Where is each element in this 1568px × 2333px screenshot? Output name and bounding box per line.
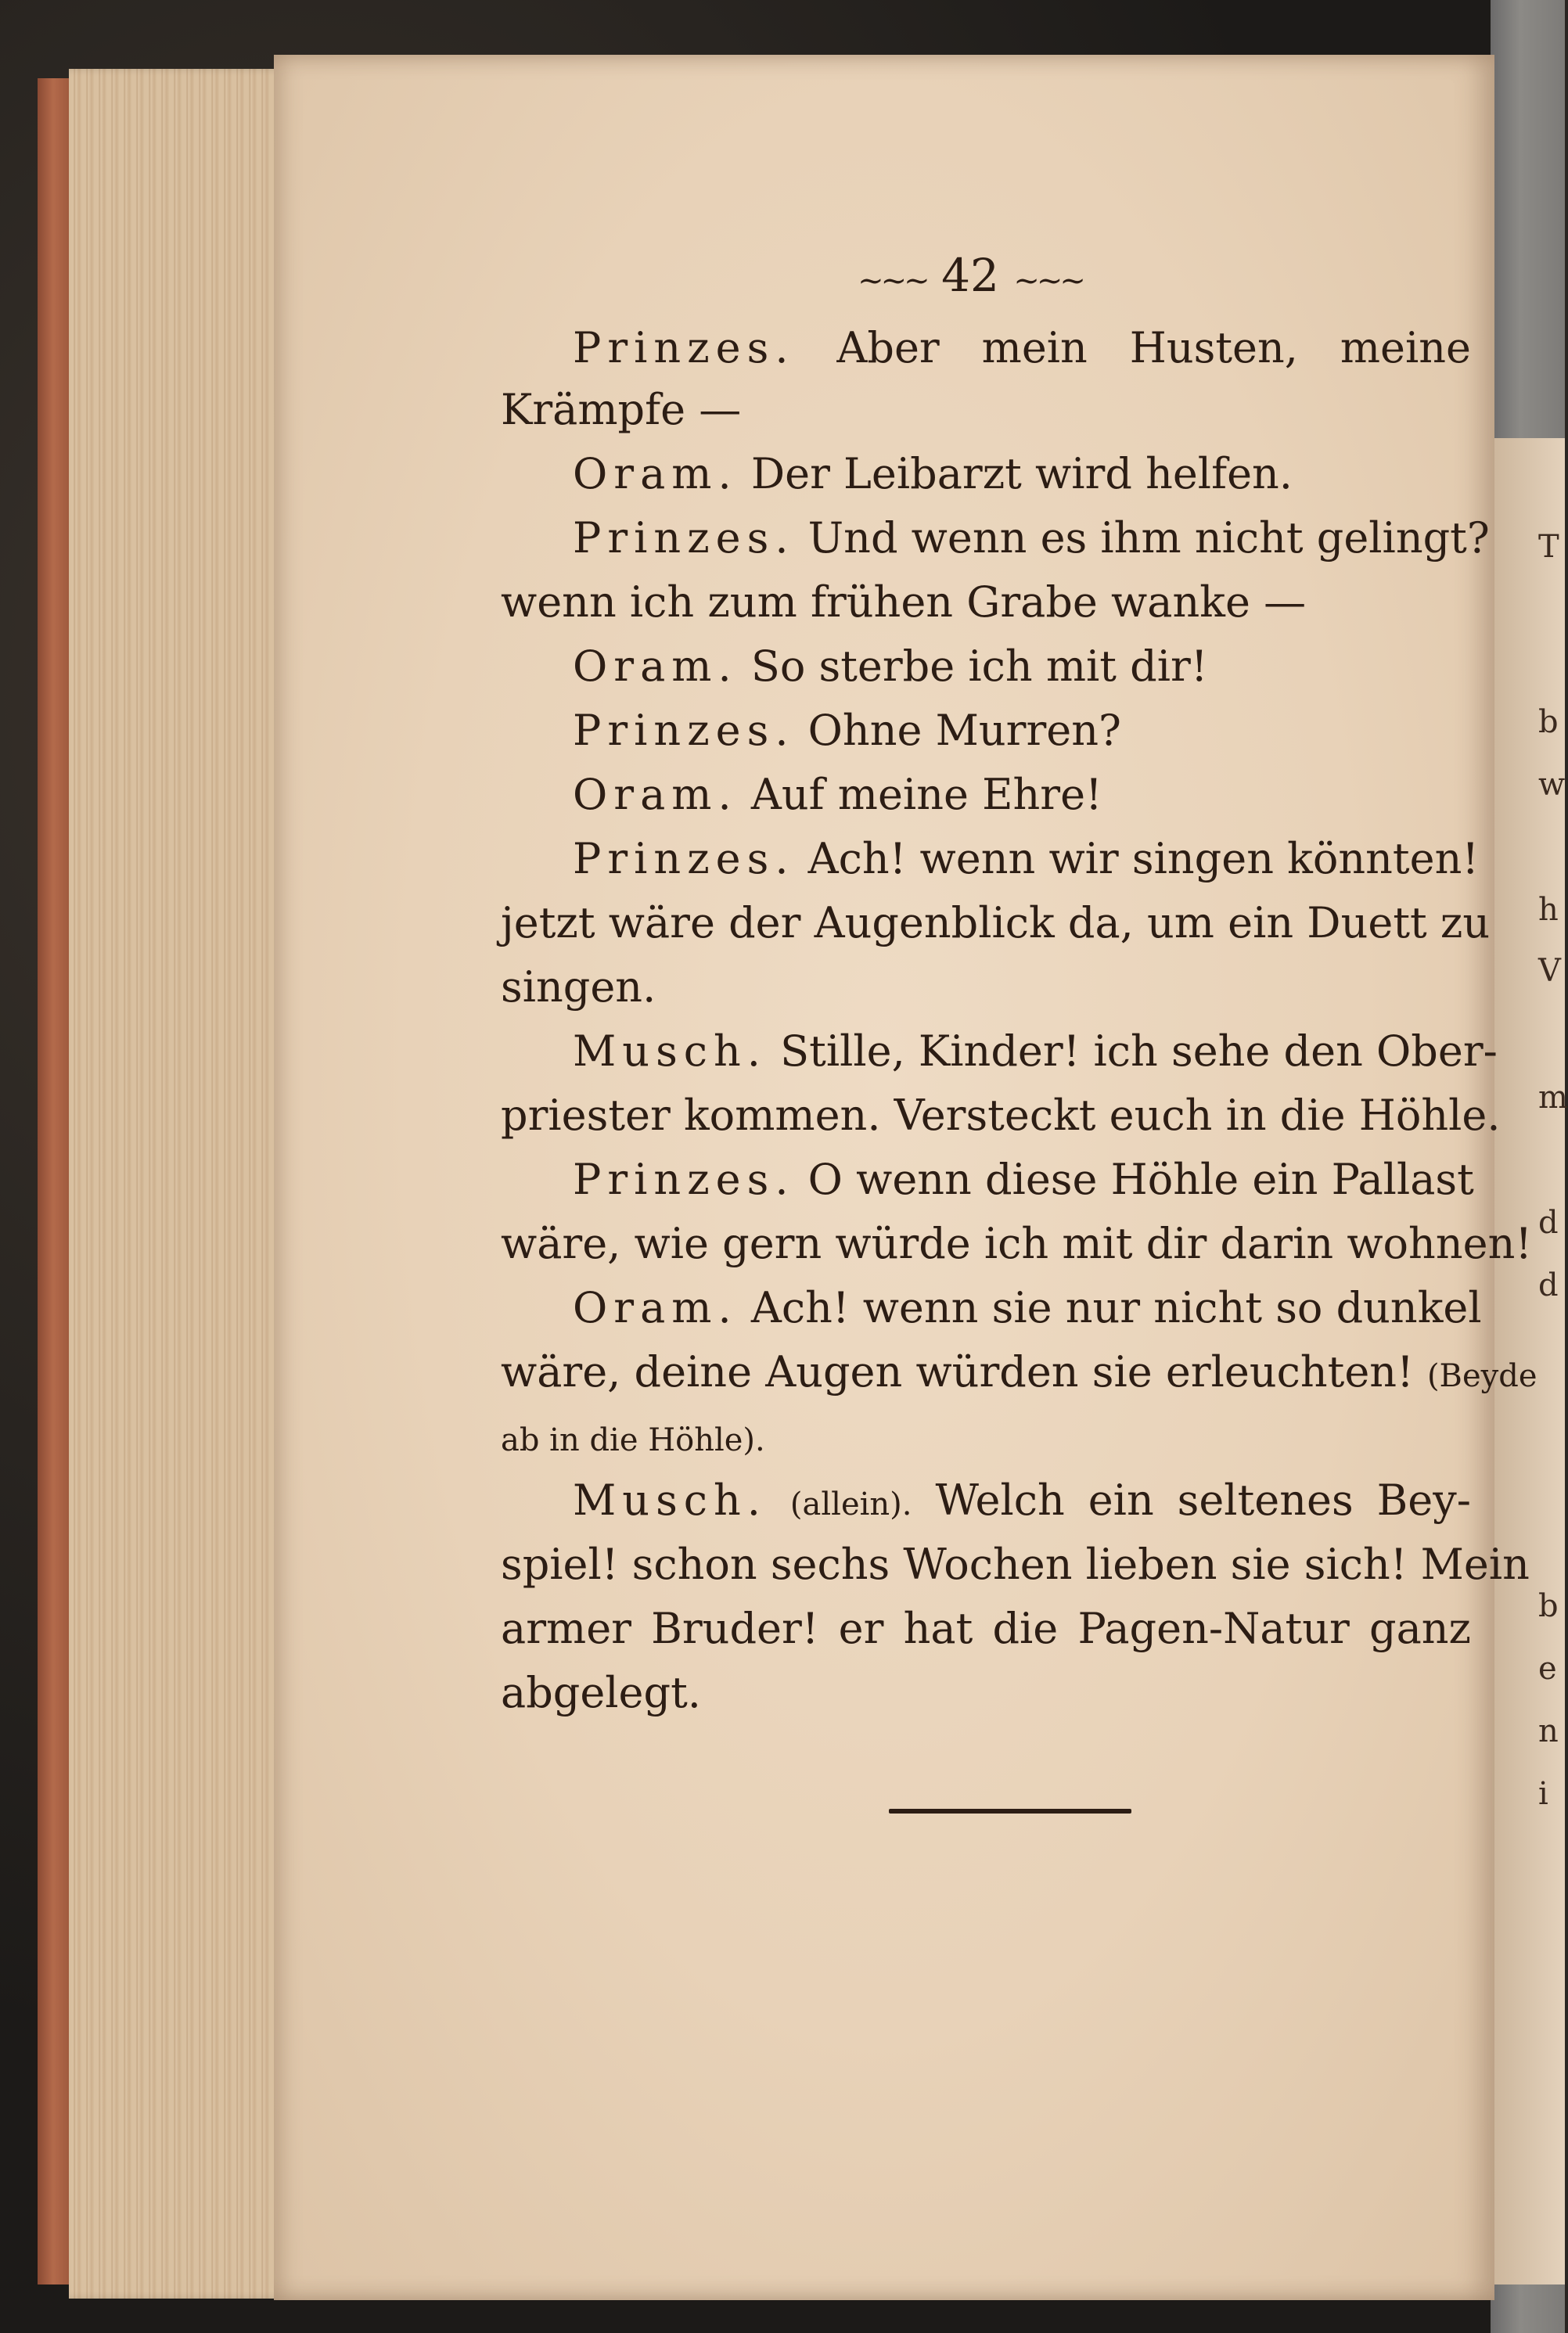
next-page-fragment: w xyxy=(1538,767,1566,803)
stage-direction: ab in die Höhle). xyxy=(501,1422,765,1458)
text-line xyxy=(501,1213,1533,1275)
line-text: wäre, deine Augen würden sie erleuchten! xyxy=(501,1347,1414,1397)
text-line xyxy=(501,1405,1471,1472)
line-text: Auf meine Ehre! xyxy=(750,770,1102,819)
text-line xyxy=(573,1469,1471,1536)
line-text: armer Bruder! er hat die Pagen-Natur ganz xyxy=(501,1604,1471,1653)
line-text: Ach! wenn wir singen könnten! xyxy=(807,834,1480,883)
next-page-fragment: T xyxy=(1538,529,1559,565)
line-text: jetzt wäre der Augenblick da, um ein Duett zu xyxy=(501,898,1491,947)
speaker-name: Prinzes. xyxy=(573,513,795,563)
next-page-fragment: d xyxy=(1538,1205,1559,1241)
text-line xyxy=(573,1149,1474,1211)
end-rule xyxy=(889,1809,1131,1814)
speaker-name: Musch. xyxy=(573,1476,767,1525)
text-line xyxy=(573,1277,1482,1339)
line-text: So sterbe ich mit dir! xyxy=(750,642,1208,691)
speaker-name: Prinzes. xyxy=(573,323,795,372)
text-line xyxy=(501,1598,1471,1660)
next-page-fragment: m xyxy=(1538,1080,1568,1116)
next-page-fragment: h xyxy=(1538,892,1559,928)
ornament-right: ~~~ xyxy=(1013,263,1083,299)
text-line xyxy=(501,1662,1471,1724)
line-text: wäre, wie gern würde ich mit dir darin wohnen! xyxy=(501,1219,1533,1268)
line-text: priester kommen. Versteckt euch in die Höhle. xyxy=(501,1091,1501,1140)
text-line xyxy=(573,764,1471,826)
stage-direction: (Beyde xyxy=(1426,1358,1537,1394)
line-text: Und wenn es ihm nicht gelingt? xyxy=(807,513,1490,563)
speaker-name: Prinzes. xyxy=(573,1155,795,1204)
text-line xyxy=(501,1084,1501,1147)
text-line xyxy=(501,379,1471,441)
text-line xyxy=(573,507,1490,570)
line-text: Stille, Kinder! ich sehe den Ober- xyxy=(780,1026,1498,1076)
text-line xyxy=(501,571,1471,634)
next-page-fragment: b xyxy=(1538,1588,1559,1624)
text-line xyxy=(501,1533,1530,1596)
text-line xyxy=(573,317,1471,379)
next-page-fragment: i xyxy=(1538,1776,1548,1812)
speaker-name: Prinzes. xyxy=(573,706,795,755)
next-page-fragment: e xyxy=(1538,1651,1557,1687)
next-page-fragment: d xyxy=(1538,1267,1559,1303)
text-line xyxy=(573,635,1471,698)
line-text: singen. xyxy=(501,962,656,1012)
page-number: 42 xyxy=(941,249,999,302)
speaker-name: Oram. xyxy=(573,1283,738,1332)
text-line xyxy=(573,443,1471,505)
speaker-name: Prinzes. xyxy=(573,834,795,883)
ornament-left: ~~~ xyxy=(858,263,927,299)
speaker-name: Musch. xyxy=(573,1026,767,1076)
text-line xyxy=(501,892,1491,954)
text-line xyxy=(573,828,1480,890)
line-text: O wenn diese Höhle ein Pallast xyxy=(807,1155,1474,1204)
line-text: abgelegt. xyxy=(501,1668,701,1717)
speaker-name: Oram. xyxy=(573,449,738,498)
next-page-fragment: n xyxy=(1538,1713,1559,1749)
page-header xyxy=(814,249,1127,302)
line-text: Welch ein seltenes Bey- xyxy=(935,1476,1472,1525)
text-line xyxy=(501,956,1471,1019)
line-text: Ach! wenn sie nur nicht so dunkel xyxy=(750,1283,1482,1332)
next-page-fragment: b xyxy=(1538,704,1559,740)
next-page-fragment: V xyxy=(1538,953,1561,989)
text-line xyxy=(573,1020,1498,1083)
line-text: spiel! schon sechs Wochen lieben sie sich! Mein xyxy=(501,1540,1530,1589)
line-text: Aber mein Husten, meine xyxy=(836,323,1471,372)
stage-direction: (allein). xyxy=(789,1486,912,1522)
line-text: Ohne Murren? xyxy=(807,706,1121,755)
line-text: wenn ich zum frühen Grabe wanke — xyxy=(501,577,1307,627)
speaker-name: Oram. xyxy=(573,770,738,819)
line-text: Der Leibarzt wird helfen. xyxy=(750,449,1293,498)
text-line xyxy=(573,699,1471,762)
text-line xyxy=(501,1341,1537,1407)
line-text: Krämpfe — xyxy=(501,385,742,434)
speaker-name: Oram. xyxy=(573,642,738,691)
